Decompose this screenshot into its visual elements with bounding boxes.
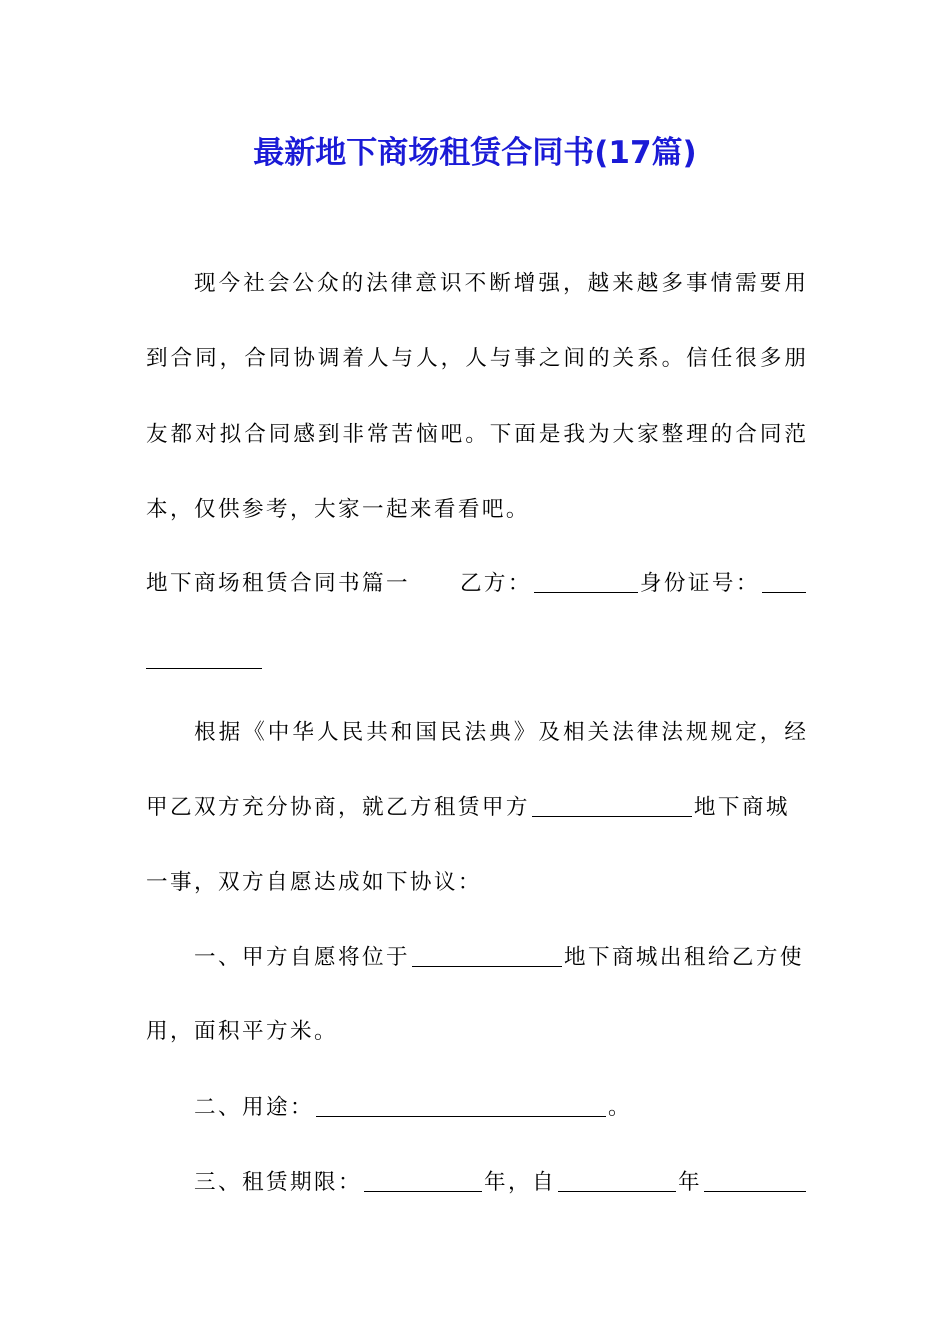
party-b-blank[interactable]: [534, 570, 638, 593]
basis-line-2a: 甲乙双方充分协商，就乙方租赁甲方: [146, 795, 530, 820]
clause-3-line: [146, 1165, 806, 1201]
location-blank[interactable]: [532, 794, 692, 817]
usage-blank[interactable]: [316, 1094, 606, 1117]
party-b-label: 乙方：: [459, 571, 532, 596]
basis-line-3: 一事，双方自愿达成如下协议：: [146, 870, 482, 895]
intro-line-2: 到合同，合同协调着人与人，人与事之间的关系。信任很多朋: [146, 346, 806, 371]
id-number-blank-cont[interactable]: [146, 646, 262, 669]
clause-1-part-b: 地下商城出租给乙方使: [563, 945, 804, 970]
id-number-label: 身份证号：: [639, 571, 760, 596]
clause-1-cont: 用，面积平方米。: [146, 1019, 338, 1044]
clause-2-label: 二、用途：: [194, 1095, 314, 1120]
basis-line-2: [146, 790, 806, 826]
term-years-blank[interactable]: [364, 1169, 482, 1192]
basis-line-2b: 地下商城: [693, 795, 790, 820]
intro-line-1: 现今社会公众的法律意识不断增强，越来越多事情需要用: [194, 271, 806, 296]
clause-2-end: 。: [607, 1095, 632, 1120]
clause-3-label: 三、租赁期限：: [194, 1170, 362, 1195]
basis-line-1: 根据《中华人民共和国民法典》及相关法律法规规定，经: [194, 720, 806, 745]
intro-line-3: 友都对拟合同感到非常苦恼吧。下面是我为大家整理的合同范: [146, 422, 806, 447]
section-heading: 地下商场租赁合同书篇一: [146, 571, 410, 596]
page-title: 最新地下商场租赁合同书(17篇): [253, 135, 697, 171]
clause-2-line: [146, 1090, 806, 1126]
id-number-continuation: [146, 642, 806, 678]
clause-3-year2: 年: [677, 1170, 702, 1195]
id-number-blank[interactable]: [762, 570, 806, 593]
clause-1-line: [146, 940, 806, 976]
intro-line-4: 本，仅供参考，大家一起来看看吧。: [146, 497, 530, 522]
clause-1-part-a: 一、甲方自愿将位于: [194, 945, 410, 970]
clause-3-year1: 年，自: [483, 1170, 556, 1195]
clause-1-location-blank[interactable]: [412, 944, 562, 967]
start-month-blank[interactable]: [704, 1169, 806, 1192]
start-year-blank[interactable]: [558, 1169, 676, 1192]
heading-line: [146, 566, 806, 602]
